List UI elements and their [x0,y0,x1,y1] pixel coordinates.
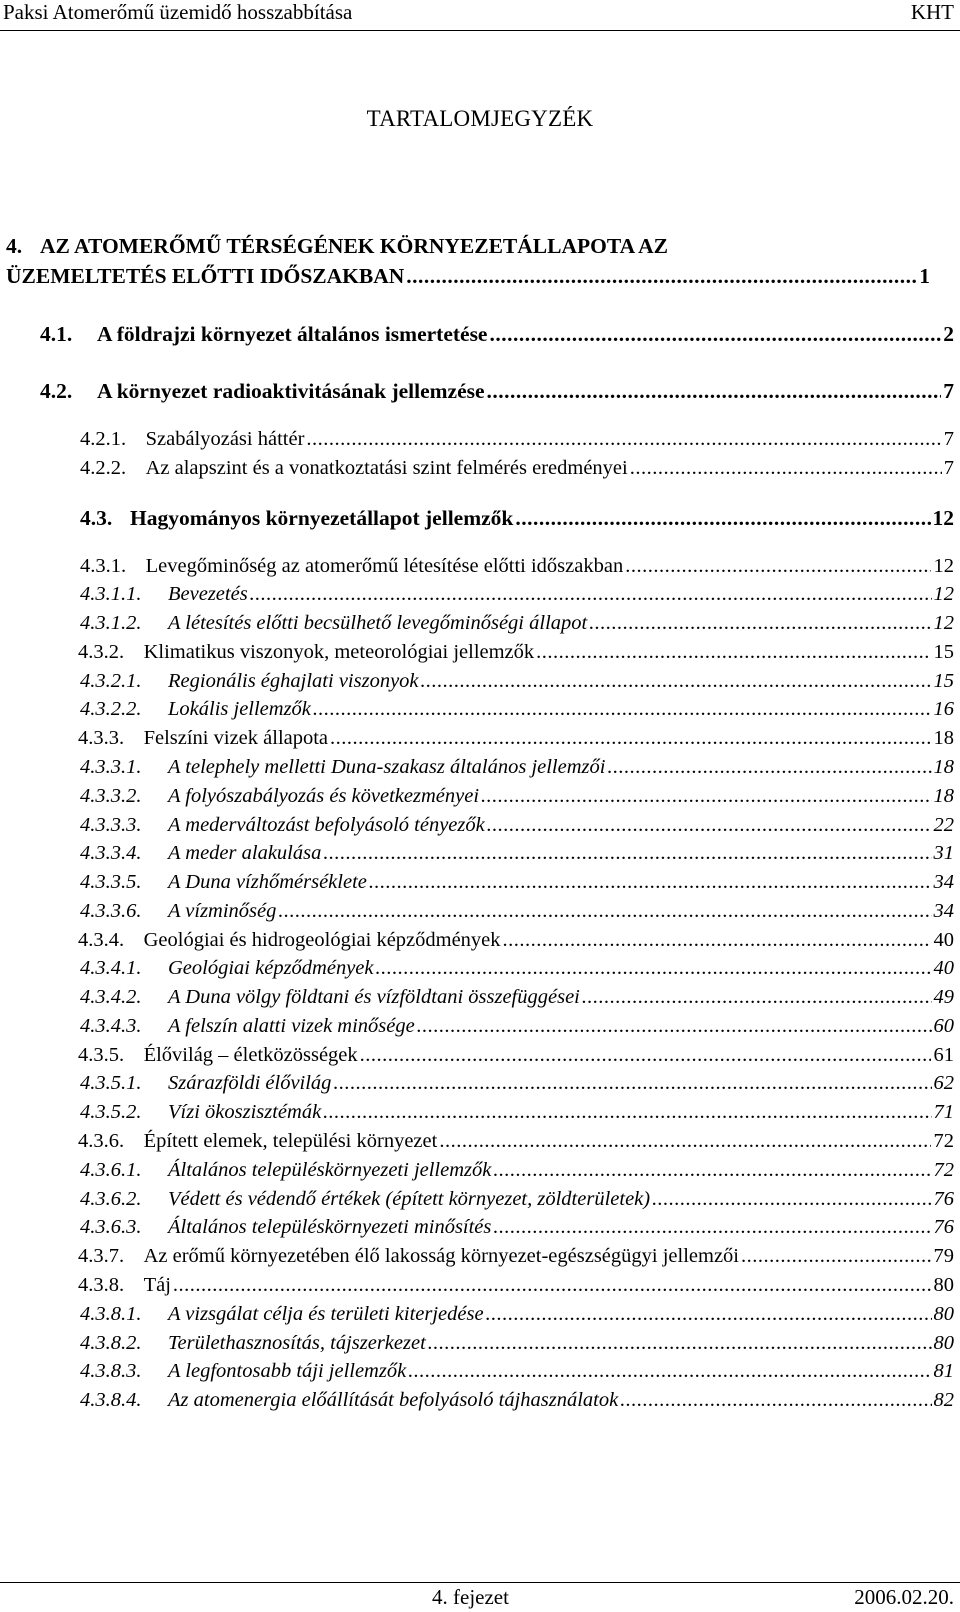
toc-entry-title: A mederváltozást befolyásoló tényezők [168,814,485,836]
toc-chapter-line2: ÜZEMELTETÉS ELŐTTI IDŐSZAKBAN [6,264,405,288]
toc-entry-title: Táj [143,1274,171,1296]
toc-entry-title: Klimatikus viszonyok, meteorológiai jellemzők [143,641,535,663]
toc-entry-number: 4.3.6. [78,1130,125,1152]
toc-entry-title: A legfontosabb táji jellemzők [168,1360,407,1382]
toc-entry-title: A felszín alatti vizek minősége [168,1015,415,1037]
toc-entry-title: Területhasznosítás, tájszerkezet [168,1332,426,1354]
toc-dot-leader [625,555,931,578]
toc-entry-page: 49 [933,986,954,1008]
toc-entry-page: 40 [933,957,954,979]
footer-rule [0,1582,960,1583]
toc-entry-page: 71 [933,1101,954,1123]
toc-entry-page: 76 [933,1188,954,1210]
toc-entry-number: 4.3.8.4. [80,1389,142,1411]
toc-entry-number: 4.3.3.3. [80,814,142,836]
toc-dot-leader [493,1216,931,1239]
toc-entry-number: 4.3.5.2. [80,1101,142,1123]
toc-entry-page: 79 [933,1245,954,1267]
toc-dot-leader [486,1303,932,1326]
toc-dot-leader [323,1101,931,1124]
toc-entry-page: 15 [933,641,954,663]
toc-entry-page: 2 [943,322,954,346]
toc-entry-title: Az atomenergia előállítását befolyásoló tájhasználatok [168,1389,619,1411]
toc-entry-title: Bevezetés [168,583,248,605]
toc-entry-number: 4.3.2. [78,641,125,663]
toc-entry-number: 4.3.6.1. [80,1159,142,1181]
toc-dot-leader [741,1245,931,1268]
toc-entry-title: Általános településkörnyezeti minősítés [168,1216,492,1238]
toc-dot-leader [487,814,932,837]
toc-entry-number: 4.3.4. [78,929,125,951]
toc-dot-leader [607,756,931,779]
toc-dot-leader [376,957,932,980]
toc-entry-title: Geológiai és hidrogeológiai képződmények [143,929,501,951]
toc-entry-title: Lokális jellemzők [168,698,311,720]
toc-dot-leader [428,1332,932,1355]
toc-entry-page: 18 [933,727,954,749]
toc-entry-page: 80 [933,1332,954,1354]
toc-entry-page: 80 [933,1274,954,1296]
page-title: TARTALOMJEGYZÉK [366,106,594,131]
toc-entry-number: 4.2. [40,379,73,403]
toc-dot-leader [589,612,931,635]
toc-dot-leader [323,842,931,865]
toc-entry-title: Regionális éghajlati viszonyok [168,670,419,692]
toc-entry-number: 4.1. [40,322,73,346]
toc-dot-leader [369,871,932,894]
toc-entry-number: 4. [6,234,23,258]
toc-entry-number: 4.3.8.1. [80,1303,142,1325]
toc-dot-leader [620,1389,931,1412]
header-rule [0,30,960,31]
toc-dot-leader [493,1159,931,1182]
toc-entry-page: 81 [933,1360,954,1382]
toc-entry-title: A Duna völgy földtani és vízföldtani összefüggései [168,986,580,1008]
toc-entry-page: 22 [933,814,954,836]
toc-dot-leader [278,900,931,923]
toc-entry-number: 4.3.4.1. [80,957,142,979]
toc-entry-page: 76 [933,1216,954,1238]
toc-dot-leader [582,986,932,1009]
toc-entry-title: Vízi ökoszisztémák [168,1101,322,1123]
toc-entry-page: 15 [933,670,954,692]
toc-entry-title: Hagyományos környezetállapot jellemzők [130,506,514,530]
footer-date: 2006.02.20. [854,1585,954,1609]
toc-entry-number: 4.2.1. [80,428,127,450]
toc-entry-page: 80 [933,1303,954,1325]
toc-dot-leader [515,506,930,531]
toc-entry-number: 4.3.3.5. [80,871,142,893]
toc-entry-page: 34 [933,900,954,922]
footer-chapter: 4. fejezet [432,1585,509,1609]
toc-entry-page: 12 [933,583,954,605]
toc-entry-title: A telephely melletti Duna-szakasz általános jellemzői [168,756,606,778]
toc-dot-leader [421,670,932,693]
toc-entry-number: 4.3.3.1. [80,756,142,778]
toc-entry-page: 7 [943,457,954,479]
toc-entry-title: A földrajzi környezet általános ismertetése [97,322,488,346]
toc-entry-title: A létesítés előtti becsülhető levegőminőségi állapot [168,612,588,634]
toc-dot-leader [330,727,931,750]
toc-entry-page: 12 [933,612,954,634]
toc-dot-leader [536,641,931,664]
toc-entry-number: 4.3.3.4. [80,842,142,864]
toc-dot-leader [306,428,941,451]
toc-entry-number: 4.3.5. [78,1044,125,1066]
toc-entry-number: 4.3.6.2. [80,1188,142,1210]
toc-entry-title: Általános településkörnyezeti jellemzők [168,1159,492,1181]
toc-dot-leader [489,322,941,347]
toc-entry-title: Felszíni vizek állapota [143,727,329,749]
toc-entry-number: 4.3.3.6. [80,900,142,922]
toc-entry-number: 4.3.6.3. [80,1216,142,1238]
toc-entry-page: 31 [933,842,954,864]
toc-entry-number: 4.3.8.3. [80,1360,142,1382]
toc-entry-number: 4.3.5.1. [80,1072,142,1094]
toc-entry-title: Az alapszint és a vonatkoztatási szint felmérés eredményei [145,457,628,479]
toc-entry-title: Szárazföldi élővilág [168,1072,332,1094]
toc-entry-number: 4.3.1.1. [80,583,142,605]
toc-entry-title: A meder alakulása [168,842,322,864]
toc-entry-page: 12 [933,555,954,577]
toc-dot-leader [503,929,932,952]
toc-dot-leader [487,379,942,404]
toc-entry-title: Szabályozási háttér [145,428,305,450]
toc-dot-leader [408,1360,931,1383]
toc-entry-page: 34 [933,871,954,893]
header-title: Paksi Atomerőmű üzemidő hosszabbítása [3,0,353,24]
toc-dot-leader [481,785,931,808]
toc-entry-page: 60 [933,1015,954,1037]
toc-dot-leader [406,264,917,289]
page-header [0,0,960,30]
toc-dot-leader [417,1015,932,1038]
toc-entry-page: 82 [933,1389,954,1411]
toc-entry-number: 4.3.8.2. [80,1332,142,1354]
toc-chapter-line1: AZ ATOMERŐMŰ TÉRSÉGÉNEK KÖRNYEZETÁLLAPOTA AZ [40,234,669,258]
toc-entry-title: A vizsgálat célja és területi kiterjedése [168,1303,484,1325]
toc-entry-page: 40 [933,929,954,951]
toc-dot-leader [652,1188,931,1211]
toc-entry-number: 4.3.2.1. [80,670,142,692]
toc-entry-title: A vízminőség [168,900,277,922]
toc-entry-page: 18 [933,756,954,778]
toc-entry-page: 16 [933,698,954,720]
toc-entry-number: 4.3.4.2. [80,986,142,1008]
toc-entry-title: Védett és védendő értékek (épített környezet, zöldterületek) [168,1188,651,1210]
toc-entry-title: A Duna vízhőmérséklete [168,871,367,893]
toc-entry-title: Épített elemek, települési környezet [143,1130,438,1152]
toc-entry-page: 1 [919,264,930,288]
toc-entry-page: 62 [933,1072,954,1094]
toc-entry-number: 4.3.8. [78,1274,125,1296]
toc-entry-page: 12 [932,506,954,530]
toc-dot-leader [313,698,932,721]
toc-entry-title: A környezet radioaktivitásának jellemzése [97,379,485,403]
toc-dot-leader [333,1072,931,1095]
toc-entry-title: Geológiai képződmények [168,957,374,979]
header-abbreviation: KHT [910,0,954,24]
toc-entry-number: 4.3.3. [78,727,125,749]
toc-entry-number: 4.3.3.2. [80,785,142,807]
toc-entry-page: 72 [933,1159,954,1181]
toc-entry-title: Az erőmű környezetében élő lakosság környezet-egészségügyi jellemzői [143,1245,739,1267]
toc-entry-number: 4.3.4.3. [80,1015,142,1037]
toc-entry-number: 4.3.2.2. [80,698,142,720]
toc-entry-page: 7 [943,428,954,450]
toc-entry-number: 4.3.7. [78,1245,125,1267]
toc-entry-page: 72 [933,1130,954,1152]
toc-dot-leader [250,583,932,606]
toc-entry-page: 18 [933,785,954,807]
toc-entry-title: Levegőminőség az atomerőmű létesítése előtti időszakban [145,555,624,577]
toc-entry-number: 4.2.2. [80,457,127,479]
toc-dot-leader [360,1044,932,1067]
toc-entry-title: Élővilág – életközösségek [143,1044,358,1066]
toc-entry-title: A folyószabályozás és következményei [168,785,480,807]
toc-dot-leader [630,457,942,480]
toc-entry-page: 61 [933,1044,954,1066]
toc-entry-number: 4.3.1. [80,555,127,577]
toc-entry-number: 4.3. [80,506,113,530]
toc-entry-number: 4.3.1.2. [80,612,142,634]
toc-entry-page: 7 [943,379,954,403]
toc-dot-leader [173,1274,932,1297]
toc-dot-leader [439,1130,931,1153]
